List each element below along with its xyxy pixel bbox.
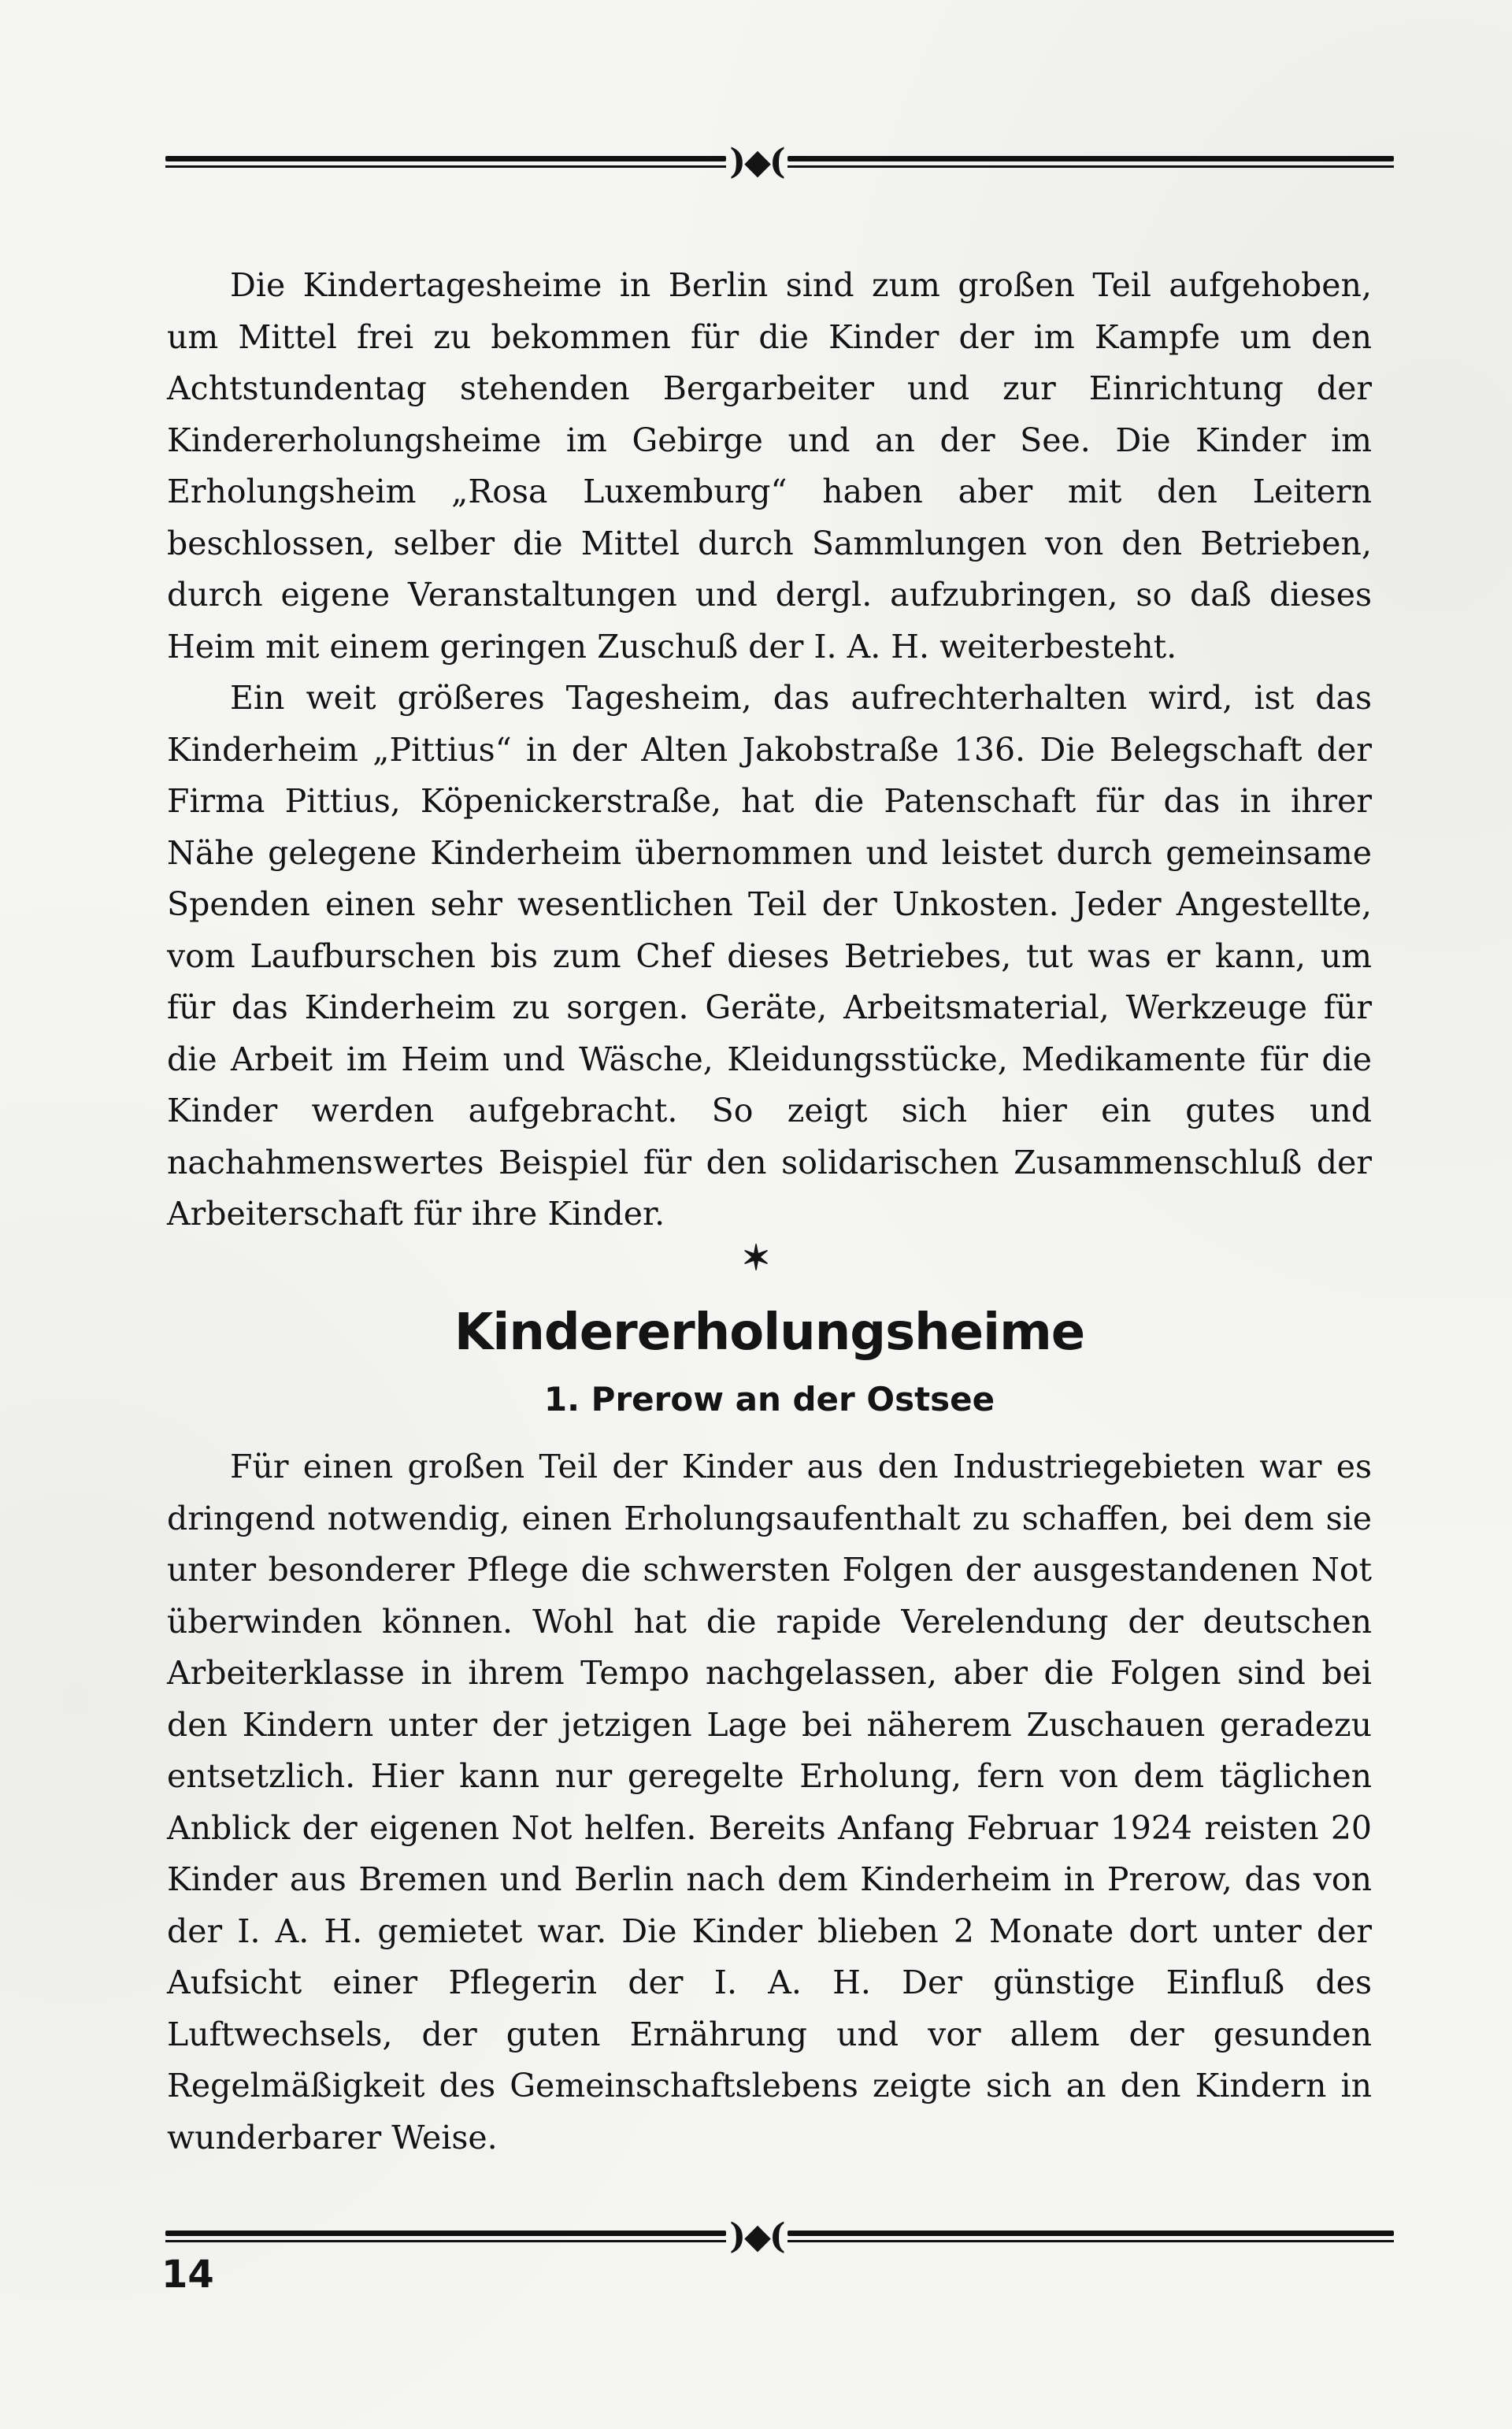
ornament-center-icon: )◆( <box>729 2216 784 2257</box>
section-subheading: 1. Prerow an der Ostsee <box>543 1380 995 1418</box>
section-separator-star-icon: ✶ <box>741 1238 771 1278</box>
paragraph: Für einen großen Teil der Kinder aus den Industriegebieten war es dringend notwendig, einen Erholungsaufenthalt zu schaffen, bei dem sie unter besonderer Pflege die schwersten Folgen der ausgestandenen Not überwinden können. Wohl hat die rapide Verelendung der deutschen Arbeiterklasse in ihrem Tempo nachgelassen, aber die Folgen sind bei den Kindern unter der jetzigen Lage bei näherem Zuschauen geradezu entsetzlich. Hier kann nur geregelte Erholung, fern von dem täglichen Anblick der eigenen Not helfen. Bereits Anfang Februar 1924 reisten 20 Kinder aus Bremen und Berlin nach dem Kinderheim in Prerow, das von der I. A. H. gemietet war. Die Kinder blieben 2 Monate dort unter der Aufsicht einer Pflegerin der I. A. H. Der günstige Einfluß des Luftwechsels, der guten Ernährung und vor allem der gesunden Regelmäßigkeit des Gemeinschaftslebens zeigte sich an den Kindern in wunderbarer Weise. <box>167 1448 1372 2156</box>
ornament-line-left <box>165 2227 726 2247</box>
page-number: 14 <box>161 2253 214 2297</box>
top-ornament-rule <box>165 139 1394 186</box>
paragraph: Die Kindertagesheime in Berlin sind zum großen Teil aufgehoben, um Mittel frei zu bekommen für die Kinder der im Kampfe um den Achtstundentag stehenden Bergarbeiter und zur Einrichtung der Kindererholungsheime im Gebirge und an der See. Die Kinder im Erholungsheim „Rosa Luxemburg“ haben aber mit den Leitern beschlossen, selber die Mittel durch Sammlungen von den Betrieben, durch eigene Veranstaltungen und dergl. aufzubringen, so daß dieses Heim mit einem geringen Zuschuß der I. A. H. weiterbesteht. <box>167 266 1372 666</box>
section-day-homes <box>167 260 1372 1240</box>
ornament-center-icon: )◆( <box>729 142 784 182</box>
ornament-line-right <box>788 2227 1394 2247</box>
ornament-line-left <box>165 152 726 172</box>
paragraph: Ein weit größeres Tagesheim, das aufrechterhalten wird, ist das Kinderheim „Pittius“ in der Alten Jakobstraße 136. Die Belegschaft der Firma Pittius, Köpenickerstraße, hat die Patenschaft für das in ihrer Nähe gelegene Kinderheim übernommen und leistet durch gemeinsame Spenden einen sehr wesentlichen Teil der Unkosten. Jeder Angestellte, vom Laufburschen bis zum Chef dieses Betriebes, tut was er kann, um für das Kinderheim zu sorgen. Geräte, Arbeitsmaterial, Werkzeuge für die Arbeit im Heim und Wäsche, Kleidungsstücke, Medikamente für die Kinder werden aufgebracht. So zeigt sich hier ein gutes und nachahmenswertes Beispiel für den solidarischen Zusammenschluß der Arbeiterschaft für ihre Kinder. <box>167 679 1372 1233</box>
ornament-line-right <box>788 152 1394 172</box>
section-recovery-homes <box>167 1441 1372 2164</box>
bottom-ornament-rule <box>165 2213 1394 2260</box>
section-heading: Kindererholungsheime <box>454 1304 1085 1362</box>
